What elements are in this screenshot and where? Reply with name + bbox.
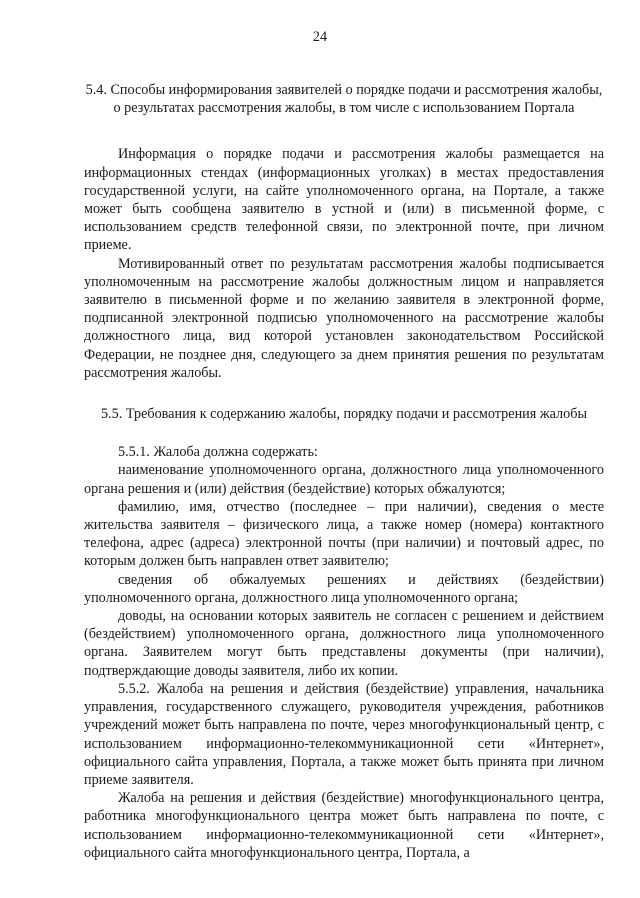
- spacer: [84, 382, 604, 405]
- paragraph-applicant-details: фамилию, имя, отчество (последнее – при наличии), сведения о месте жительства заявителя – физического лица, а также номер (номера) контактного телефона, адрес (адреса) электронной почты (при наличии) и почтовый адрес, по которым должен быть направлен ответ заявителю;: [84, 498, 604, 570]
- section-heading-5-5: 5.5. Требования к содержанию жалобы, порядку подачи и рассмотрения жалобы: [101, 406, 587, 423]
- paragraph-mfc-complaint: Жалоба на решения и действия (бездействие) многофункционального центра, работника многофункционального центра может быть направлена по почте, с использованием информационно-телекоммуникационной сети «Интернет», официального сайта многофункционального центра, Портала, а: [84, 790, 604, 861]
- paragraph-appealed-decisions: сведения об обжалуемых решениях и действиях (бездействии) уполномоченного органа, должностного лица уполномоченного органа;: [84, 571, 604, 606]
- page-number: 24: [312, 29, 328, 45]
- spacer: [84, 423, 604, 443]
- paragraph-motivated-response: Мотивированный ответ по результатам рассмотрения жалобы подписывается уполномоченным на рассмотрение жалобы должностным лицом и направляется заявителю в письменной форме и по желанию заявителя в электронной форме, подписанной электронной подписью уполномоченного на рассмотрение жалобы должностного лица, вид которой установлен законодательством Российской Федерации, не позднее дня, следующего за днем принятия решения по результатам рассмотрения жалобы.: [84, 255, 604, 381]
- page-content: [84, 81, 604, 862]
- paragraph-organ-name: наименование уполномоченного органа, должностного лица уполномоченного органа решения и (или) действия (бездействие) которых обжалуются;: [84, 462, 604, 497]
- section-heading-5-4: 5.4. Способы информирования заявителей о порядке подачи и рассмотрения жалобы, о результатах рассмотрения жалобы, в том числе с использованием Портала: [85, 82, 603, 117]
- paragraph-5-5-1: 5.5.1. Жалоба должна содержать:: [118, 444, 318, 461]
- paragraph-5-5-2: 5.5.2. Жалоба на решения и действия (бездействие) управления, начальника управления, государственного служащего, руководителя учреждения, работников учреждений может быть направлена по почте, через многофункциональный центр, с использованием информационно-телекоммуникационной сети «Интернет», официального сайта управления, Портала, а также может быть принята при личном приеме заявителя.: [84, 680, 604, 788]
- spacer: [84, 117, 604, 145]
- paragraph-arguments: доводы, на основании которых заявитель не согласен с решением и действием (бездействием) уполномоченного органа, должностного лица уполномоченного органа. Заявителем могут быть представлены документы (при наличии), подтверждающие доводы заявителя, либо их копии.: [84, 608, 604, 679]
- paragraph-information-placement: Информация о порядке подачи и рассмотрения жалобы размещается на информационных стендах (информационных уголках) в местах предоставления государственной услуги, на сайте уполномоченного органа, на Портале, а также может быть сообщена заявителю в устной и (или) в письменной форме, с использованием средств телефонной связи, по электронной почте, при личном приеме.: [84, 146, 604, 254]
